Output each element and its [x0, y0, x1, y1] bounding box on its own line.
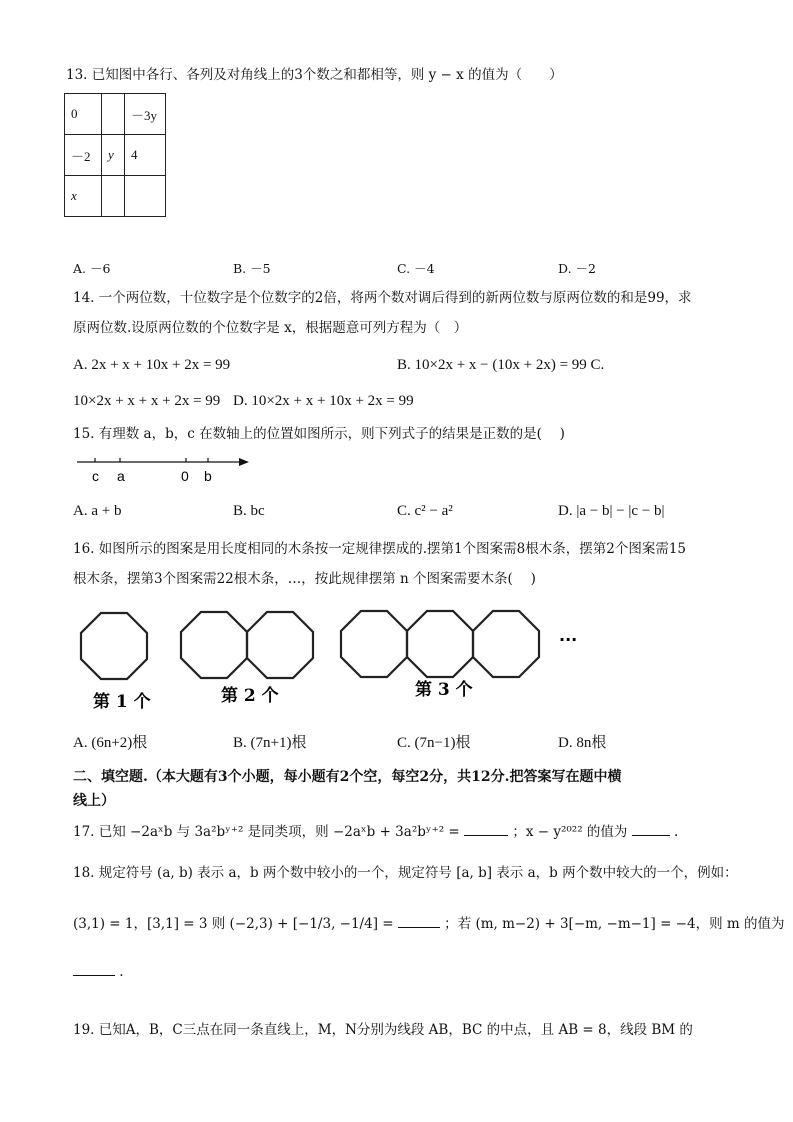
section-heading-cont: 线上）	[73, 793, 115, 809]
answer-blank[interactable]	[464, 835, 508, 836]
q18-line2a: (3,1) = 1，[3,1] = 3 则 (−2,3) + [−1/3, −1/4] =	[73, 916, 394, 932]
caption-3: 第 3 个	[415, 680, 473, 700]
grid-cell: y	[102, 135, 125, 176]
q16-option-a: A. (6n+2)根	[73, 735, 148, 751]
caption-2: 第 2 个	[221, 686, 279, 706]
q16-line1: 16. 如图所示的图案是用长度相同的木条按一定规律摆成的.摆第1个图案需8根木条，摆第2个图案需15	[73, 541, 686, 557]
axis-label-a: a	[117, 468, 125, 484]
option-c: C. －4	[397, 261, 435, 276]
caption-1: 第 1 个	[93, 692, 151, 712]
q18-end: .	[119, 964, 124, 980]
q14-option-b: B. 10×2x + x − (10x + 2x) = 99 C.	[397, 357, 605, 373]
grid-cell	[102, 176, 125, 217]
grid-cell: －3y	[125, 94, 166, 135]
q18-line3	[73, 964, 124, 980]
figure-ellipsis: ···	[559, 630, 578, 649]
q14-option-c: 10×2x + x + x + 2x = 99	[73, 393, 221, 409]
axis-label-0: 0	[181, 468, 189, 484]
magic-square-grid	[64, 93, 166, 217]
q14-option-d: D. 10×2x + x + 10x + 2x = 99	[233, 393, 414, 409]
grid-cell	[125, 176, 166, 217]
grid-cell: 4	[125, 135, 166, 176]
grid-cell: －2	[65, 135, 102, 176]
q17	[73, 824, 678, 840]
grid-cell: 0	[65, 94, 102, 135]
q16-line2: 根木条，摆第3个图案需22根木条，…，按此规律摆第 n 个图案需要木条( )	[73, 571, 536, 587]
octagon-pattern-figure	[75, 603, 595, 718]
option-a: A. －6	[73, 261, 111, 276]
q15-option-b: B. bc	[233, 503, 265, 519]
q15-option-a: A. a + b	[73, 503, 122, 519]
grid-cell	[102, 94, 125, 135]
q13-stem: 13. 已知图中各行、各列及对角线上的3个数之和都相等，则 y − x 的值为（ ）	[66, 67, 563, 83]
q17-text2: ；x − y²⁰²² 的值为	[512, 824, 628, 840]
answer-blank[interactable]	[398, 927, 440, 928]
q15-option-d: D. |a − b| − |c − b|	[558, 503, 665, 519]
q16-option-c: C. (7n−1)根	[397, 735, 471, 751]
q14-option-a: A. 2x + x + 10x + 2x = 99	[73, 357, 231, 373]
q14-line2: 原两位数.设原两位数的个位数字是 x，根据题意可列方程为（ ）	[73, 320, 468, 336]
q17-end: .	[674, 824, 679, 840]
q15-stem: 15. 有理数 a，b，c 在数轴上的位置如图所示，则下列式子的结果是正数的是( )	[73, 426, 565, 442]
q19-line1: 19. 已知A，B，C三点在同一条直线上，M，N分别为线段 AB，BC 的中点，且 AB = 8，线段 BM 的	[73, 1022, 693, 1038]
q17-text: 17. 已知 −2aˣb 与 3a²bʸ⁺² 是同类项，则 −2aˣb + 3a²bʸ⁺² =	[73, 824, 460, 840]
q14-line1: 14. 一个两位数，十位数字是个位数字的2倍，将两个数对调后得到的新两位数与原两位数的和是99，求	[73, 290, 692, 306]
axis-label-b: b	[204, 468, 212, 484]
answer-blank[interactable]	[632, 835, 670, 836]
number-line	[75, 452, 255, 488]
q18-line2	[73, 916, 784, 932]
option-b: B. －5	[233, 261, 271, 276]
q15-option-c: C. c² − a²	[397, 503, 453, 519]
q18-line2b: ；若 (m, m−2) + 3[−m, −m−1] = −4，则 m 的值为	[444, 916, 785, 932]
answer-blank[interactable]	[73, 975, 115, 976]
q18-line1: 18. 规定符号 (a, b) 表示 a，b 两个数中较小的一个，规定符号 [a, b] 表示 a，b 两个数中较大的一个，例如：	[73, 865, 738, 881]
q16-option-b: B. (7n+1)根	[233, 735, 307, 751]
option-d: D. －2	[558, 261, 596, 276]
section-heading: 二、填空题.（本大题有3个小题，每小题有2个空，每空2分，共12分.把答案写在题中横	[73, 769, 622, 785]
q16-option-d: D. 8n根	[558, 735, 607, 751]
axis-label-c: c	[92, 468, 99, 484]
grid-cell: x	[65, 176, 102, 217]
